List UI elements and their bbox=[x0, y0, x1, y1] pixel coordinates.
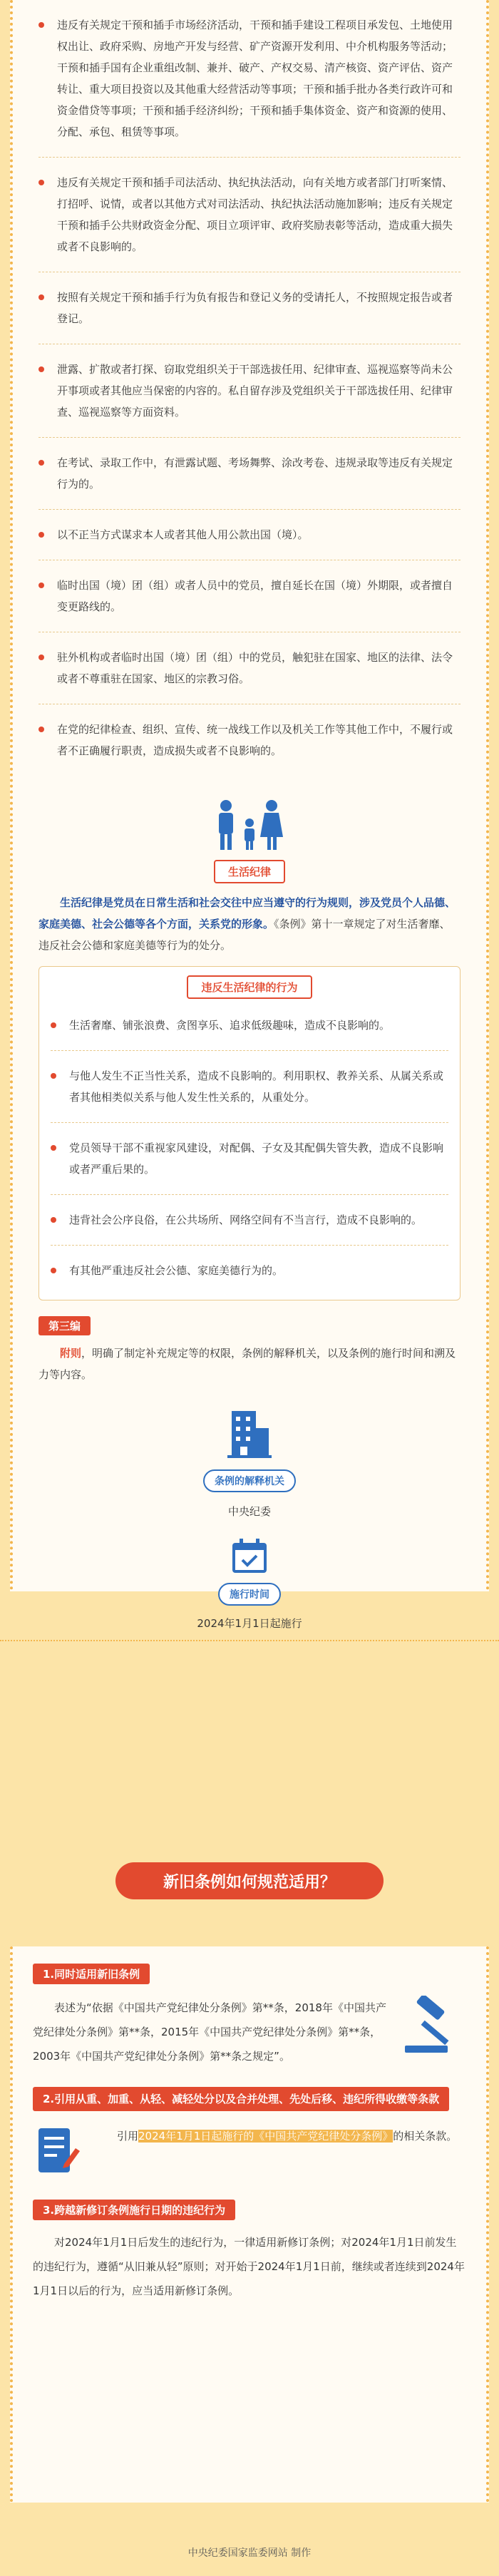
effective-value: 2024年1月1日起施行 bbox=[197, 1617, 302, 1630]
list-item: 在考试、录取工作中，有泄露试题、考场舞弊、涂改考卷、违规录取等违反有关规定行为的。 bbox=[38, 438, 461, 510]
life-discipline-tag: 生活纪律 bbox=[214, 860, 285, 883]
rule-1 bbox=[13, 1946, 486, 2068]
list-item: 泄露、扩散或者打探、窃取党组织关于干部选拔任用、纪律审查、巡视巡察等尚未公开事项或者其他应当保密的内容的。私自留存涉及党组织关于干部选拔任用、纪律审查、巡视巡察等方面资料。 bbox=[38, 344, 461, 438]
life-discipline-description: 生活纪律是党员在日常生活和社会交往中应当遵守的行为规则，涉及党员个人品德、家庭美德、社会公德等各个方面，关系党的形象。《条例》第十一章规定了对生活奢靡、违反社会公德和家庭美德等行为的处分。 bbox=[38, 896, 456, 952]
rule-2-title: 2.引用从重、加重、从轻、减轻处分以及合并处理、先处后移、违纪所得收缴等条款 bbox=[33, 2087, 449, 2111]
part3-text: 附则，明确了制定补充规定等的权限，条例的解释机关，以及条例的施行时间和溯及力等内容。 bbox=[38, 1347, 456, 1381]
effective-label: 施行时间 bbox=[218, 1583, 281, 1606]
part3-block bbox=[38, 1316, 461, 1385]
list-item: 在党的纪律检查、组织、宣传、统一战线工作以及机关工作等其他工作中，不履行或者不正确履行职责，造成损失或者不良影响的。 bbox=[38, 704, 461, 776]
life-violations-title: 违反生活纪律的行为 bbox=[187, 975, 312, 999]
list-item: 与他人发生不正当性关系，造成不良影响的。利用职权、教养关系、从属关系或者其他相类似关系与他人发生性关系的，从重处分。 bbox=[51, 1051, 448, 1123]
list-item: 违反有关规定干预和插手司法活动、执纪执法活动，向有关地方或者部门打听案情、打招呼、说情，或者以其他方式对司法活动、执纪执法活动施加影响；违反有关规定干预和插手公共财政资金分配、项目立项评审、政府奖励表彰等活动，造成重大损失或者不良影响的。 bbox=[38, 158, 461, 272]
life-violation-list bbox=[51, 1000, 448, 1295]
calendar-icon bbox=[228, 1536, 271, 1576]
list-item: 以不正当方式谋求本人或者其他人用公款出国（境）。 bbox=[38, 510, 461, 560]
interpret-value: 中央纪委 bbox=[227, 1505, 271, 1518]
list-item: 按照有关规定干预和插手行为负有报告和登记义务的受请托人，不按照规定报告或者登记。 bbox=[38, 272, 461, 344]
rule-2-text: 引用2024年1月1日起施行的《中国共产党纪律处分条例》的相关条款。 bbox=[117, 2130, 458, 2143]
rule-1-text: 表述为“依据《中国共产党纪律处分条例》第**条，2018年《中国共产党纪律处分条例》第**条，2015年《中国共产党纪律处分条例》第**条，2003年《中国共产党纪律处分条例》第**条之规定”。 bbox=[33, 2001, 386, 2063]
list-item: 违反有关规定干预和插手市场经济活动，干预和插手建设工程项目承发包、土地使用权出让、政府采购、房地产开发与经营、矿产资源开发利用、中介机构服务等活动；干预和插手国有企业重组改制、兼并、破产、产权交易、清产核资、资产评估、资产转让、重大项目投资以及其他重大经营活动等事项；干预和插手批办各类行政许可和资金借贷等事项；干预和插手经济纠纷；干预和插手集体资金、资产和资源的使用、分配、承包、租赁等事项。 bbox=[38, 0, 461, 158]
content-card bbox=[10, 0, 489, 1630]
rule-1-title: 1.同时适用新旧条例 bbox=[33, 1964, 150, 1984]
divider bbox=[0, 1640, 499, 1654]
list-item: 生活奢靡、铺张浪费、贪图享乐、追求低级趣味，造成不良影响的。 bbox=[51, 1000, 448, 1051]
list-item: 违背社会公序良俗，在公共场所、网络空间有不当言行，造成不良影响的。 bbox=[51, 1195, 448, 1246]
list-item: 驻外机构或者临时出国（境）团（组）中的党员，触犯驻在国家、地区的法律、法令或者不尊重驻在国家、地区的宗教习俗。 bbox=[38, 632, 461, 704]
rule-3-title: 3.跨越新修订条例施行日期的违纪行为 bbox=[33, 2200, 235, 2220]
life-icon-block bbox=[13, 796, 486, 883]
list-item: 党员领导干部不重视家风建设，对配偶、子女及其配偶失管失教，造成不良影响或者严重后果的。 bbox=[51, 1123, 448, 1195]
part3-badge: 第三编 bbox=[38, 1316, 91, 1335]
rule-2 bbox=[13, 2068, 486, 2181]
interpret-label: 条例的解释机关 bbox=[203, 1469, 296, 1492]
building-icon bbox=[225, 1404, 274, 1461]
life-violations-box bbox=[38, 966, 461, 1300]
rules-card bbox=[10, 1946, 489, 2503]
rule-3 bbox=[13, 2181, 486, 2303]
violation-list bbox=[13, 0, 486, 776]
gavel-icon bbox=[402, 1996, 466, 2060]
document-edit-icon bbox=[33, 2124, 83, 2181]
section-title: 新旧条例如何规范适用？ bbox=[115, 1862, 384, 1899]
interpret-block bbox=[13, 1404, 486, 1519]
rule-3-text: 对2024年1月1日后发生的违纪行为，一律适用新修订条例；对2024年1月1日前发生的违纪行为，遵循“从旧兼从轻”原则；对开始于2024年1月1日前，继续或者连续到2024年1月1日以后的行为，应当适用新修订条例。 bbox=[33, 2236, 465, 2297]
list-item: 有其他严重违反社会公德、家庭美德行为的。 bbox=[51, 1246, 448, 1295]
family-icon bbox=[210, 796, 289, 853]
effective-block bbox=[13, 1536, 486, 1631]
footer: 中央纪委国家监委网站 制作 bbox=[187, 2547, 312, 2559]
list-item: 临时出国（境）团（组）或者人员中的党员，擅自延长在国（境）外期限，或者擅自变更路线的。 bbox=[38, 560, 461, 632]
